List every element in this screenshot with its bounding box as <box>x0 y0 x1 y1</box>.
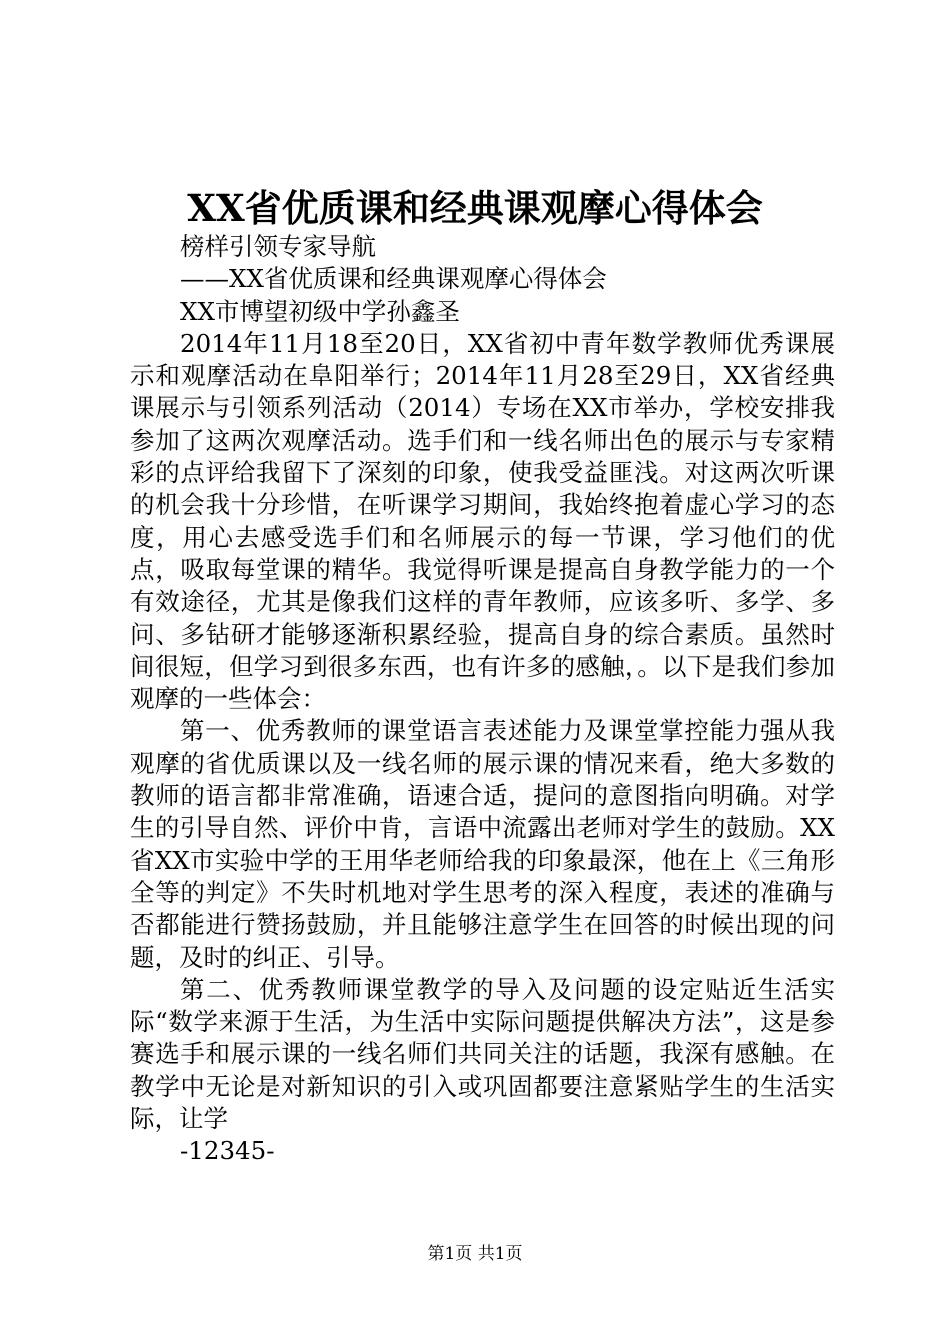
page-footer: 第1页 共1页 <box>427 1244 523 1264</box>
document-body <box>130 231 835 1168</box>
document-title: XX省优质课和经典课观摩心得体会 <box>187 186 763 230</box>
paragraph-point-two: 第二、优秀教师课堂教学的导入及问题的设定贴近生活实际“数学来源于生活，为生活中实际问题提供解决方法”，这是参赛选手和展示课的一线名师们共同关注的话题，我深有感触。在教学中无论是对新知识的引入或巩固都要注意紧贴学生的生活实际，让学 <box>130 974 835 1134</box>
page-marker: -12345- <box>180 1136 275 1166</box>
subtitle-motto: 榜样引领专家导航 <box>180 232 376 261</box>
paragraph-point-one: 第一、优秀教师的课堂语言表述能力及课堂掌控能力强从我观摩的省优质课以及一线名师的展示课的情况来看，绝大多数的教师的语言都非常准确，语速合适，提问的意图指向明确。对学生的引导自然、评价中肯，言语中流露出老师对学生的鼓励。XX省XX市实验中学的王用华老师给我的印象最深，他在上《三角形全等的判定》不失时机地对学生思考的深入程度，表述的准确与否都能进行赞扬鼓励，并且能够注意学生在回答的时候出现的问题，及时的纠正、引导。 <box>130 716 835 972</box>
paragraph-intro: 2014年11月18至20日，XX省初中青年数学教师优秀课展示和观摩活动在阜阳举行；2014年11月28至29日，XX省经典课展示与引领系列活动（2014）专场在XX市举办，学校安排我参加了这两次观摩活动。选手们和一线名师出色的展示与专家精彩的点评给我留下了深刻的印象，使我受益匪浅。对这两次听课的机会我十分珍惜，在听课学习期间，我始终抱着虚心学习的态度，用心去感受选手们和名师展示的每一节课，学习他们的优点，吸取每堂课的精华。我觉得听课是提高自身教学能力的一个有效途径，尤其是像我们这样的青年教师，应该多听、多学、多问、多钻研才能够逐渐积累经验，提高自身的综合素质。虽然时间很短，但学习到很多东西，也有许多的感触，。以下是我们参加观摩的一些体会： <box>130 328 835 714</box>
author-line: XX市博望初级中学孙鑫圣 <box>180 296 460 326</box>
subtitle-topic: ——XX省优质课和经典课观摩心得体会 <box>180 264 607 294</box>
